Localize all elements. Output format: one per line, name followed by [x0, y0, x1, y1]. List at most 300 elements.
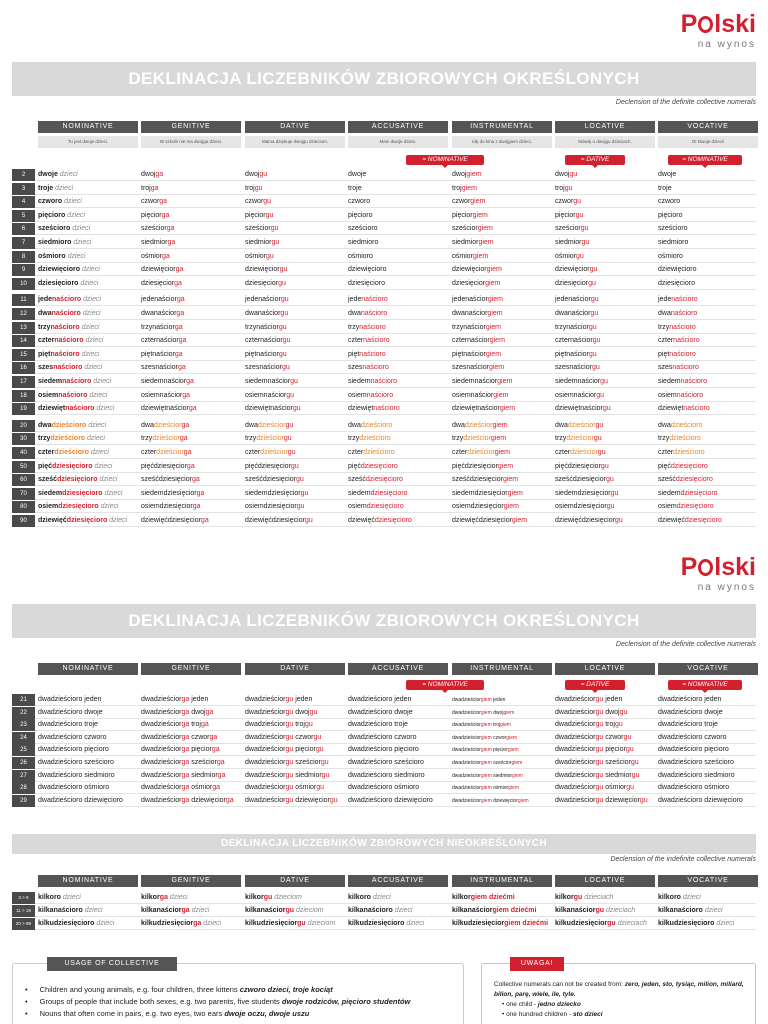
cell-locative: pięćdziesięciorgu [555, 462, 609, 470]
cell-locative: sześćdziesięciorgu [555, 476, 614, 484]
pill-voc: = NOMINATIVE [668, 680, 742, 690]
cell-instrumental: dwanaściorgiem [452, 310, 503, 317]
cell-vocative: trzynaścioro [658, 323, 696, 331]
cell-vocative: siedmioro [658, 239, 689, 246]
cell-dative: czternaściorgu [245, 337, 291, 345]
case-header-instrumental: INSTRUMENTAL [452, 121, 552, 133]
cell-nominative: jedenaścioro dzieci [38, 296, 102, 304]
cell-vocative: dziesięcioro [658, 279, 695, 287]
cell-dative: dziewięciorgu [245, 266, 288, 274]
cell-genitive: trojga [141, 184, 159, 192]
cell-genitive: czternaściorga [141, 337, 187, 345]
cell-instrumental: dwadzieściorgiem dwojgiem [452, 709, 515, 716]
cell-instrumental: dwadzieściorgiem ośmiorgiem [452, 785, 519, 792]
case-header-dative: DATIVE [245, 121, 345, 133]
row-number: 15 [12, 349, 35, 361]
cell-accusative: dwadzieścioro sześcioro [348, 759, 424, 766]
cell-nominative: osiemdziesięcioro dzieci [38, 503, 119, 511]
row-number: 3 > 9 [12, 892, 35, 904]
cell-vocative: sześćdziesięcioro [658, 476, 713, 484]
cell-vocative: dwadzieścioro dziewięcioro [658, 796, 743, 804]
cell-genitive: dwadzieściorga dwojga [141, 708, 214, 716]
example-locative: Mówię o dwojgu dzieciach. [555, 136, 655, 148]
cell-vocative: siedemdziesięcioro [658, 489, 718, 497]
case-header-vocative: VOCATIVE [658, 663, 758, 675]
cell-dative: pięćdziesięciorgu [245, 462, 299, 470]
cell-genitive: dziewięciorga [141, 266, 184, 274]
example-row [38, 136, 756, 148]
cell-dative: ośmiorgu [245, 252, 274, 260]
cell-nominative: czworo dzieci [38, 198, 82, 206]
cell-vocative: siedemnaścioro [658, 378, 708, 385]
cell-locative: pięciorgu [555, 211, 584, 219]
cell-instrumental: dwadzieściorgiem trojgiem [452, 722, 511, 729]
cell-vocative: pięcioro [658, 211, 683, 219]
case-header-accusative: ACCUSATIVE [348, 663, 448, 675]
cell-instrumental: czterdzieściorgiem [452, 449, 510, 456]
row-number: 12 [12, 308, 35, 320]
table-row [12, 447, 756, 459]
table-row [12, 694, 756, 706]
cell-dative: czworgu [245, 198, 272, 206]
cell-nominative: szesnaścioro dzieci [38, 364, 103, 372]
cell-nominative: sześcioro dzieci [38, 225, 91, 233]
table-row [12, 169, 756, 181]
table-row [12, 349, 756, 361]
cell-nominative: ośmioro dzieci [38, 252, 86, 260]
table-row [12, 795, 756, 807]
cell-locative: osiemnaściorgu [555, 391, 605, 399]
page-title: DEKLINACJA LICZEBNIKÓW ZBIOROWYCH OKREŚLONYCH [12, 62, 756, 96]
cell-locative: ośmiorgu [555, 252, 584, 260]
cell-instrumental: siedemnaściorgiem [452, 378, 513, 385]
table-row [12, 433, 756, 445]
cell-vocative: kilkanaścioro dzieci [658, 907, 723, 914]
cell-genitive: dwadzieściorga [141, 421, 190, 429]
table-row [12, 732, 756, 744]
cell-instrumental: dwadzieściorgiem siedmiorgiem [452, 772, 523, 779]
case-header-nominative: NOMINATIVE [38, 663, 138, 675]
row-number: 8 [12, 251, 35, 263]
row-number: 28 [12, 782, 35, 794]
cell-instrumental: dwadzieściorgiem dziewięciorgiem [452, 797, 529, 804]
cell-nominative: trzynaścioro dzieci [38, 323, 100, 331]
table-row [12, 223, 756, 235]
table-row [12, 918, 756, 930]
cell-genitive: kilkanaściorga dzieci [141, 907, 210, 914]
page-subtitle: Declension of the definite collective numerals [615, 99, 756, 106]
cell-vocative: dwadzieścioro sześcioro [658, 759, 734, 766]
example-accusative: Mam dwoje dzieci. [348, 136, 448, 148]
cell-locative: siedemdziesięciorgu [555, 489, 619, 497]
cell-genitive: czterdzieściorga [141, 449, 192, 456]
cell-accusative: kilkanaścioro dzieci [348, 907, 413, 914]
cell-genitive: pięćdziesięciorga [141, 462, 195, 470]
cell-locative: trzydzieściorgu [555, 435, 602, 443]
cell-locative: kilkorgu dzieciach [555, 894, 614, 901]
cell-accusative: sześcioro [348, 225, 378, 233]
cell-dative: dwadzieściorgu sześciorgu [245, 759, 329, 766]
cell-nominative: dwadzieścioro siedmioro [38, 771, 115, 779]
cell-vocative: dziewiętnaścioro [658, 405, 710, 413]
table-row [12, 264, 756, 276]
cell-dative: siedemnaściorgu [245, 378, 298, 385]
case-header-accusative: ACCUSATIVE [348, 875, 448, 887]
case-header-instrumental: INSTRUMENTAL [452, 875, 552, 887]
pill-loc: = DATIVE [565, 680, 625, 690]
table-row [12, 515, 756, 527]
cell-instrumental: trzydzieściorgiem [452, 435, 507, 443]
uwaga-text: Collective numerals can not be created from: zero, jeden, sto, tysiąc, milion, miliard, bilion, parę, wiele, ile, tyle. • one child - jedno dziecko • one hundred children - sto dzieci [494, 981, 744, 1018]
table-row [12, 403, 756, 415]
cell-instrumental: pięciorgiem [452, 211, 488, 219]
table-row [12, 757, 756, 769]
row-number: 10 [12, 278, 35, 290]
cell-dative: kilkanaściorgu dzieciom [245, 907, 324, 914]
cell-instrumental: ośmiorgiem [452, 252, 489, 260]
cell-nominative: dwadzieścioro dzieci [38, 421, 107, 429]
cell-instrumental: kilkorgiem dziećmi [452, 894, 515, 901]
cell-nominative: pięćdziesięcioro dzieci [38, 462, 113, 470]
row-number: 60 [12, 474, 35, 486]
cell-dative: dwadzieściorgu trojgu [245, 721, 313, 729]
case-header-nominative: NOMINATIVE [38, 121, 138, 133]
cell-genitive: dziesięciorga [141, 279, 182, 287]
cell-vocative: dwadzieścioro czworo [658, 733, 727, 741]
cell-accusative: dwoje [348, 171, 367, 178]
cell-locative: dziewiętnaściorgu [555, 405, 611, 413]
cell-nominative: dwanaścioro dzieci [38, 310, 101, 317]
row-number: 27 [12, 770, 35, 782]
row-number: 11 [12, 294, 35, 306]
cell-vocative: dwadzieścioro pięcioro [658, 746, 729, 754]
cell-vocative: piętnaścioro [658, 350, 696, 358]
row-number: 70 [12, 488, 35, 500]
cell-nominative: dwadzieścioro dziewięcioro [38, 796, 123, 804]
cell-dative: osiemnaściorgu [245, 391, 295, 399]
cell-genitive: dwadzieściorga pięciorga [141, 746, 220, 754]
cell-genitive: szesnaściorga [141, 364, 186, 372]
case-header-locative: LOCATIVE [555, 121, 655, 133]
row-number: 3 [12, 183, 35, 195]
cell-locative: jedenaściorgu [555, 296, 599, 304]
cell-nominative: dwadzieścioro czworo [38, 733, 107, 741]
cell-genitive: ośmiorga [141, 252, 170, 260]
cell-dative: dwadzieściorgu czworgu [245, 733, 322, 741]
cell-accusative: dwanaścioro [348, 310, 388, 317]
table-row [12, 892, 756, 904]
row-number: 18 [12, 390, 35, 402]
cell-genitive: dwadzieściorga czworga [141, 733, 218, 741]
cell-genitive: osiemnaściorga [141, 391, 191, 399]
cell-instrumental: dziewięćdziesięciorgiem [452, 517, 528, 524]
cell-instrumental: sześćdziesięciorgiem [452, 476, 519, 484]
case-header-dative: DATIVE [245, 663, 345, 675]
cell-instrumental: dziewięciorgiem [452, 266, 502, 274]
cell-genitive: siedemdziesięciorga [141, 489, 205, 497]
cell-vocative: dziewięćdziesięcioro [658, 517, 722, 524]
cell-genitive: dziewięćdziesięciorga [141, 517, 209, 524]
cell-nominative: troje dzieci [38, 184, 74, 192]
cell-locative: osiemdziesięciorgu [555, 503, 615, 511]
pill-acc: = NOMINATIVE [406, 680, 484, 690]
cell-accusative: dziewięcioro [348, 266, 387, 274]
table-row [12, 183, 756, 195]
row-number: 6 [12, 223, 35, 235]
row-number: 19 [12, 403, 35, 415]
cell-dative: dwanaściorgu [245, 310, 289, 317]
cell-locative: dwojgu [555, 171, 578, 178]
cell-locative: dwadzieściorgu trojgu [555, 721, 623, 729]
cell-genitive: kilkorga dzieci [141, 894, 188, 901]
row-number: 29 [12, 795, 35, 807]
cell-accusative: dwadzieścioro dwoje [348, 708, 413, 716]
row-number: 40 [12, 447, 35, 459]
cell-dative: sześciorgu [245, 225, 279, 233]
cell-vocative: dwoje [658, 171, 677, 178]
case-header-vocative: VOCATIVE [658, 121, 758, 133]
cell-dative: dwadzieściorgu [245, 421, 294, 429]
cell-dative: dwadzieściorgu pięciorgu [245, 746, 324, 754]
cell-nominative: dwadzieścioro sześcioro [38, 759, 114, 766]
cell-locative: kilkudziesięciorgu dzieciach [555, 920, 647, 927]
cell-locative: siedmiorgu [555, 239, 590, 246]
cell-nominative: kilkudziesięcioro dzieci [38, 920, 115, 927]
table-row [12, 905, 756, 917]
cell-instrumental: trzynaściorgiem [452, 323, 502, 331]
usage-item: • Groups of people that include both sexes, e.g. two parents, five students dwoje rodziców, pięcioro studentów [25, 996, 410, 1008]
table-row [12, 376, 756, 388]
cell-accusative: trzynaścioro [348, 323, 386, 331]
table-row [12, 420, 756, 432]
cell-locative: czternaściorgu [555, 337, 601, 345]
row-number: 20 > 99 [12, 918, 35, 930]
cell-nominative: dziewięcioro dzieci [38, 266, 100, 274]
cell-locative: piętnaściorgu [555, 350, 597, 358]
cell-dative: jedenaściorgu [245, 296, 289, 304]
case-header-instrumental: INSTRUMENTAL [452, 663, 552, 675]
cell-accusative: kilkudziesięcioro dzieci [348, 920, 425, 927]
cell-accusative: czternaścioro [348, 337, 390, 345]
cell-genitive: osiemdziesięciorga [141, 503, 201, 511]
uwaga-item: • one hundred children - sto dzieci [502, 1011, 603, 1018]
cell-vocative: jedenaścioro [658, 296, 698, 304]
cell-instrumental: dwadzieściorgiem jeden [452, 697, 506, 703]
cell-vocative: dwadzieścioro ośmioro [658, 784, 730, 792]
table-row [12, 782, 756, 794]
cell-accusative: dwadzieścioro czworo [348, 733, 417, 741]
cell-dative: dziewięćdziesięciorgu [245, 517, 313, 524]
cell-genitive: kilkudziesięciorga dzieci [141, 920, 222, 927]
cell-genitive: pięciorga [141, 211, 170, 219]
cell-locative: dwadzieściorgu dwojgu [555, 708, 628, 716]
cell-dative: sześćdziesięciorgu [245, 476, 304, 484]
cell-dative: szesnaściorgu [245, 364, 290, 372]
cell-locative: dwadzieściorgu ośmiorgu [555, 784, 635, 792]
cell-nominative: dwadzieścioro pięcioro [38, 746, 109, 754]
cell-nominative: dwadzieścioro ośmioro [38, 784, 110, 792]
cell-vocative: kilkudziesięcioro dzieci [658, 920, 735, 927]
table-row [12, 251, 756, 263]
cell-genitive: piętnaściorga [141, 350, 183, 358]
row-number: 23 [12, 719, 35, 731]
cell-locative: dziewięciorgu [555, 266, 598, 274]
cell-locative: dwadzieściorgu dziewięciorgu [555, 796, 648, 804]
cell-nominative: dwoje dzieci [38, 171, 78, 178]
cell-vocative: dwadzieścioro dwoje [658, 708, 723, 716]
cell-instrumental: trojgiem [452, 184, 477, 192]
pill-acc: = NOMINATIVE [406, 155, 484, 165]
cell-instrumental: dwadzieściorgiem czworgiem [452, 734, 518, 741]
cell-accusative: dwadzieścioro ośmioro [348, 784, 420, 792]
table-row [12, 474, 756, 486]
cell-locative: szesnaściorgu [555, 364, 600, 372]
cell-vocative: szesnaścioro [658, 364, 699, 372]
cell-dative: dwadzieściorgu dwojgu [245, 708, 318, 716]
cell-locative: dziewięćdziesięciorgu [555, 517, 623, 524]
table-row [12, 719, 756, 731]
cell-genitive: jedenaściorga [141, 296, 185, 304]
cell-genitive: dziewiętnaściorga [141, 405, 197, 413]
cell-genitive: siedemnaściorga [141, 378, 194, 385]
cell-dative: dwadzieściorgu siedmiorgu [245, 771, 330, 779]
cell-genitive: dwadzieściorga dziewięciorga [141, 796, 234, 804]
case-header-row [38, 121, 756, 133]
example-dative: Mama dziękuje dwojgu dzieciom. [245, 136, 345, 148]
cell-locative: dwanaściorgu [555, 310, 599, 317]
cell-dative: siedmiorgu [245, 239, 280, 246]
cell-dative: kilkorgu dzieciom [245, 894, 302, 901]
usage-item: • Nouns that often come in pairs, e.g. two eyes, two ears dwoje oczu, dwoje uszu [25, 1008, 410, 1020]
cell-locative: dziesięciorgu [555, 279, 596, 287]
cell-nominative: osiemnaścioro dzieci [38, 391, 108, 399]
cell-instrumental: kilkanaściorgiem dziećmi [452, 907, 537, 914]
row-number: 25 [12, 744, 35, 756]
row-number: 9 [12, 264, 35, 276]
row-number: 20 [12, 420, 35, 432]
table-row [12, 294, 756, 306]
cell-accusative: pięćdziesięcioro [348, 462, 398, 470]
cell-accusative: siedemdziesięcioro [348, 489, 408, 497]
row-number: 5 [12, 210, 35, 222]
cell-dative: dwadzieściorgu dziewięciorgu [245, 796, 338, 804]
row-number: 90 [12, 515, 35, 527]
cell-accusative: osiemnaścioro [348, 391, 394, 399]
case-header-nominative: NOMINATIVE [38, 875, 138, 887]
example-nominative: Tu jest dwoje dzieci. [38, 136, 138, 148]
cell-genitive: dwadzieściorga ośmiorga [141, 784, 221, 792]
example-instrumental: Idę do kina z dwojgiem dzieci. [452, 136, 552, 148]
cell-instrumental: osiemdziesięciorgiem [452, 503, 519, 511]
cell-instrumental: czternaściorgiem [452, 337, 505, 345]
cell-dative: kilkudziesięciorgu dzieciom [245, 920, 336, 927]
cell-nominative: czternaścioro dzieci [38, 337, 104, 345]
cell-accusative: sześćdziesięcioro [348, 476, 403, 484]
cell-locative: dwadzieściorgu sześciorgu [555, 759, 639, 766]
cell-instrumental: dwadzieściorgiem pięciorgiem [452, 747, 519, 754]
cell-nominative: czterdzieścioro dzieci [38, 449, 109, 456]
cell-nominative: dziewiętnaścioro dzieci [38, 405, 115, 413]
cell-accusative: dziewiętnaścioro [348, 405, 400, 413]
cell-accusative: dwadzieścioro troje [348, 721, 408, 729]
cell-dative: dziewiętnaściorgu [245, 405, 301, 413]
cell-accusative: ośmioro [348, 252, 373, 260]
cell-dative: pięciorgu [245, 211, 274, 219]
cell-vocative: osiemnaścioro [658, 391, 704, 399]
cell-nominative: dwadzieścioro troje [38, 721, 98, 729]
cell-dative: osiemdziesięciorgu [245, 503, 305, 511]
cell-dative: dwojgu [245, 171, 268, 178]
row-number: 24 [12, 732, 35, 744]
cell-vocative: dwadzieścioro [658, 421, 703, 429]
uwaga-item: • one child - jedno dziecko [502, 1001, 581, 1008]
cell-vocative: czworo [658, 198, 681, 206]
cell-nominative: kilkoro dzieci [38, 894, 81, 901]
cell-nominative: sześćdziesięcioro dzieci [38, 476, 118, 484]
cell-nominative: siedmioro dzieci [38, 239, 92, 246]
cell-genitive: czworga [141, 198, 168, 206]
cell-accusative: czworo [348, 198, 371, 206]
cell-locative: dwadzieściorgu czworgu [555, 733, 632, 741]
cell-locative: dwadzieściorgu pięciorgu [555, 746, 634, 754]
cell-instrumental: siedemdziesięciorgiem [452, 489, 523, 497]
cell-accusative: jedenaścioro [348, 296, 388, 304]
cell-nominative: dziesięcioro dzieci [38, 279, 99, 287]
cell-locative: czterdzieściorgu [555, 449, 606, 456]
cell-locative: sześciorgu [555, 225, 589, 233]
cell-dative: piętnaściorgu [245, 350, 287, 358]
cell-genitive: dwadzieściorga jeden [141, 696, 209, 703]
cell-accusative: siedmioro [348, 239, 379, 246]
cell-accusative: siedemnaścioro [348, 378, 398, 385]
usage-item: • Children and young animals, e.g. four children, three kittens czworo dzieci, troje kociąt [25, 984, 410, 996]
cell-locative: kilkanaściorgu dzieciach [555, 907, 636, 914]
cell-instrumental: dziesięciorgiem [452, 279, 501, 287]
table-row [12, 770, 756, 782]
usage-box [12, 960, 464, 1024]
cell-vocative: dwadzieścioro jeden [658, 696, 722, 703]
case-header-genitive: GENITIVE [141, 663, 241, 675]
uwaga-box [481, 960, 756, 1024]
logo-subtitle: na wynos [697, 39, 756, 50]
pill-loc: = DATIVE [565, 155, 625, 165]
row-number: 13 [12, 322, 35, 334]
cell-dative: czterdzieściorgu [245, 449, 296, 456]
cell-accusative: dwadzieścioro dziewięcioro [348, 796, 433, 804]
cell-accusative: dwadzieścioro jeden [348, 696, 412, 703]
case-header-locative: LOCATIVE [555, 875, 655, 887]
cell-instrumental: osiemnaściorgiem [452, 391, 509, 399]
case-header-dative: DATIVE [245, 875, 345, 887]
example-genitive: W szkole nie ma dwojga dzieci. [141, 136, 241, 148]
page-subtitle-2: Declension of the definite collective numerals [615, 641, 756, 648]
cell-dative: trojgu [245, 184, 263, 192]
cell-vocative: dwadzieścioro siedmioro [658, 771, 735, 779]
usage-title: USAGE OF COLLECTIVE NUMERALS [47, 957, 177, 971]
uwaga-title: UWAGA! [510, 957, 564, 971]
row-number: 16 [12, 362, 35, 374]
row-number: 4 [12, 196, 35, 208]
cell-genitive: dwadzieściorga trojga [141, 721, 209, 729]
cell-instrumental: dziewiętnaściorgiem [452, 405, 516, 413]
row-number: 80 [12, 501, 35, 513]
table-row [12, 335, 756, 347]
row-number: 14 [12, 335, 35, 347]
cell-locative: dwadzieściorgu siedmiorgu [555, 771, 640, 779]
cell-nominative: dwadzieścioro dwoje [38, 708, 103, 716]
table-row [12, 237, 756, 249]
cell-dative: trzydzieściorgu [245, 435, 292, 443]
